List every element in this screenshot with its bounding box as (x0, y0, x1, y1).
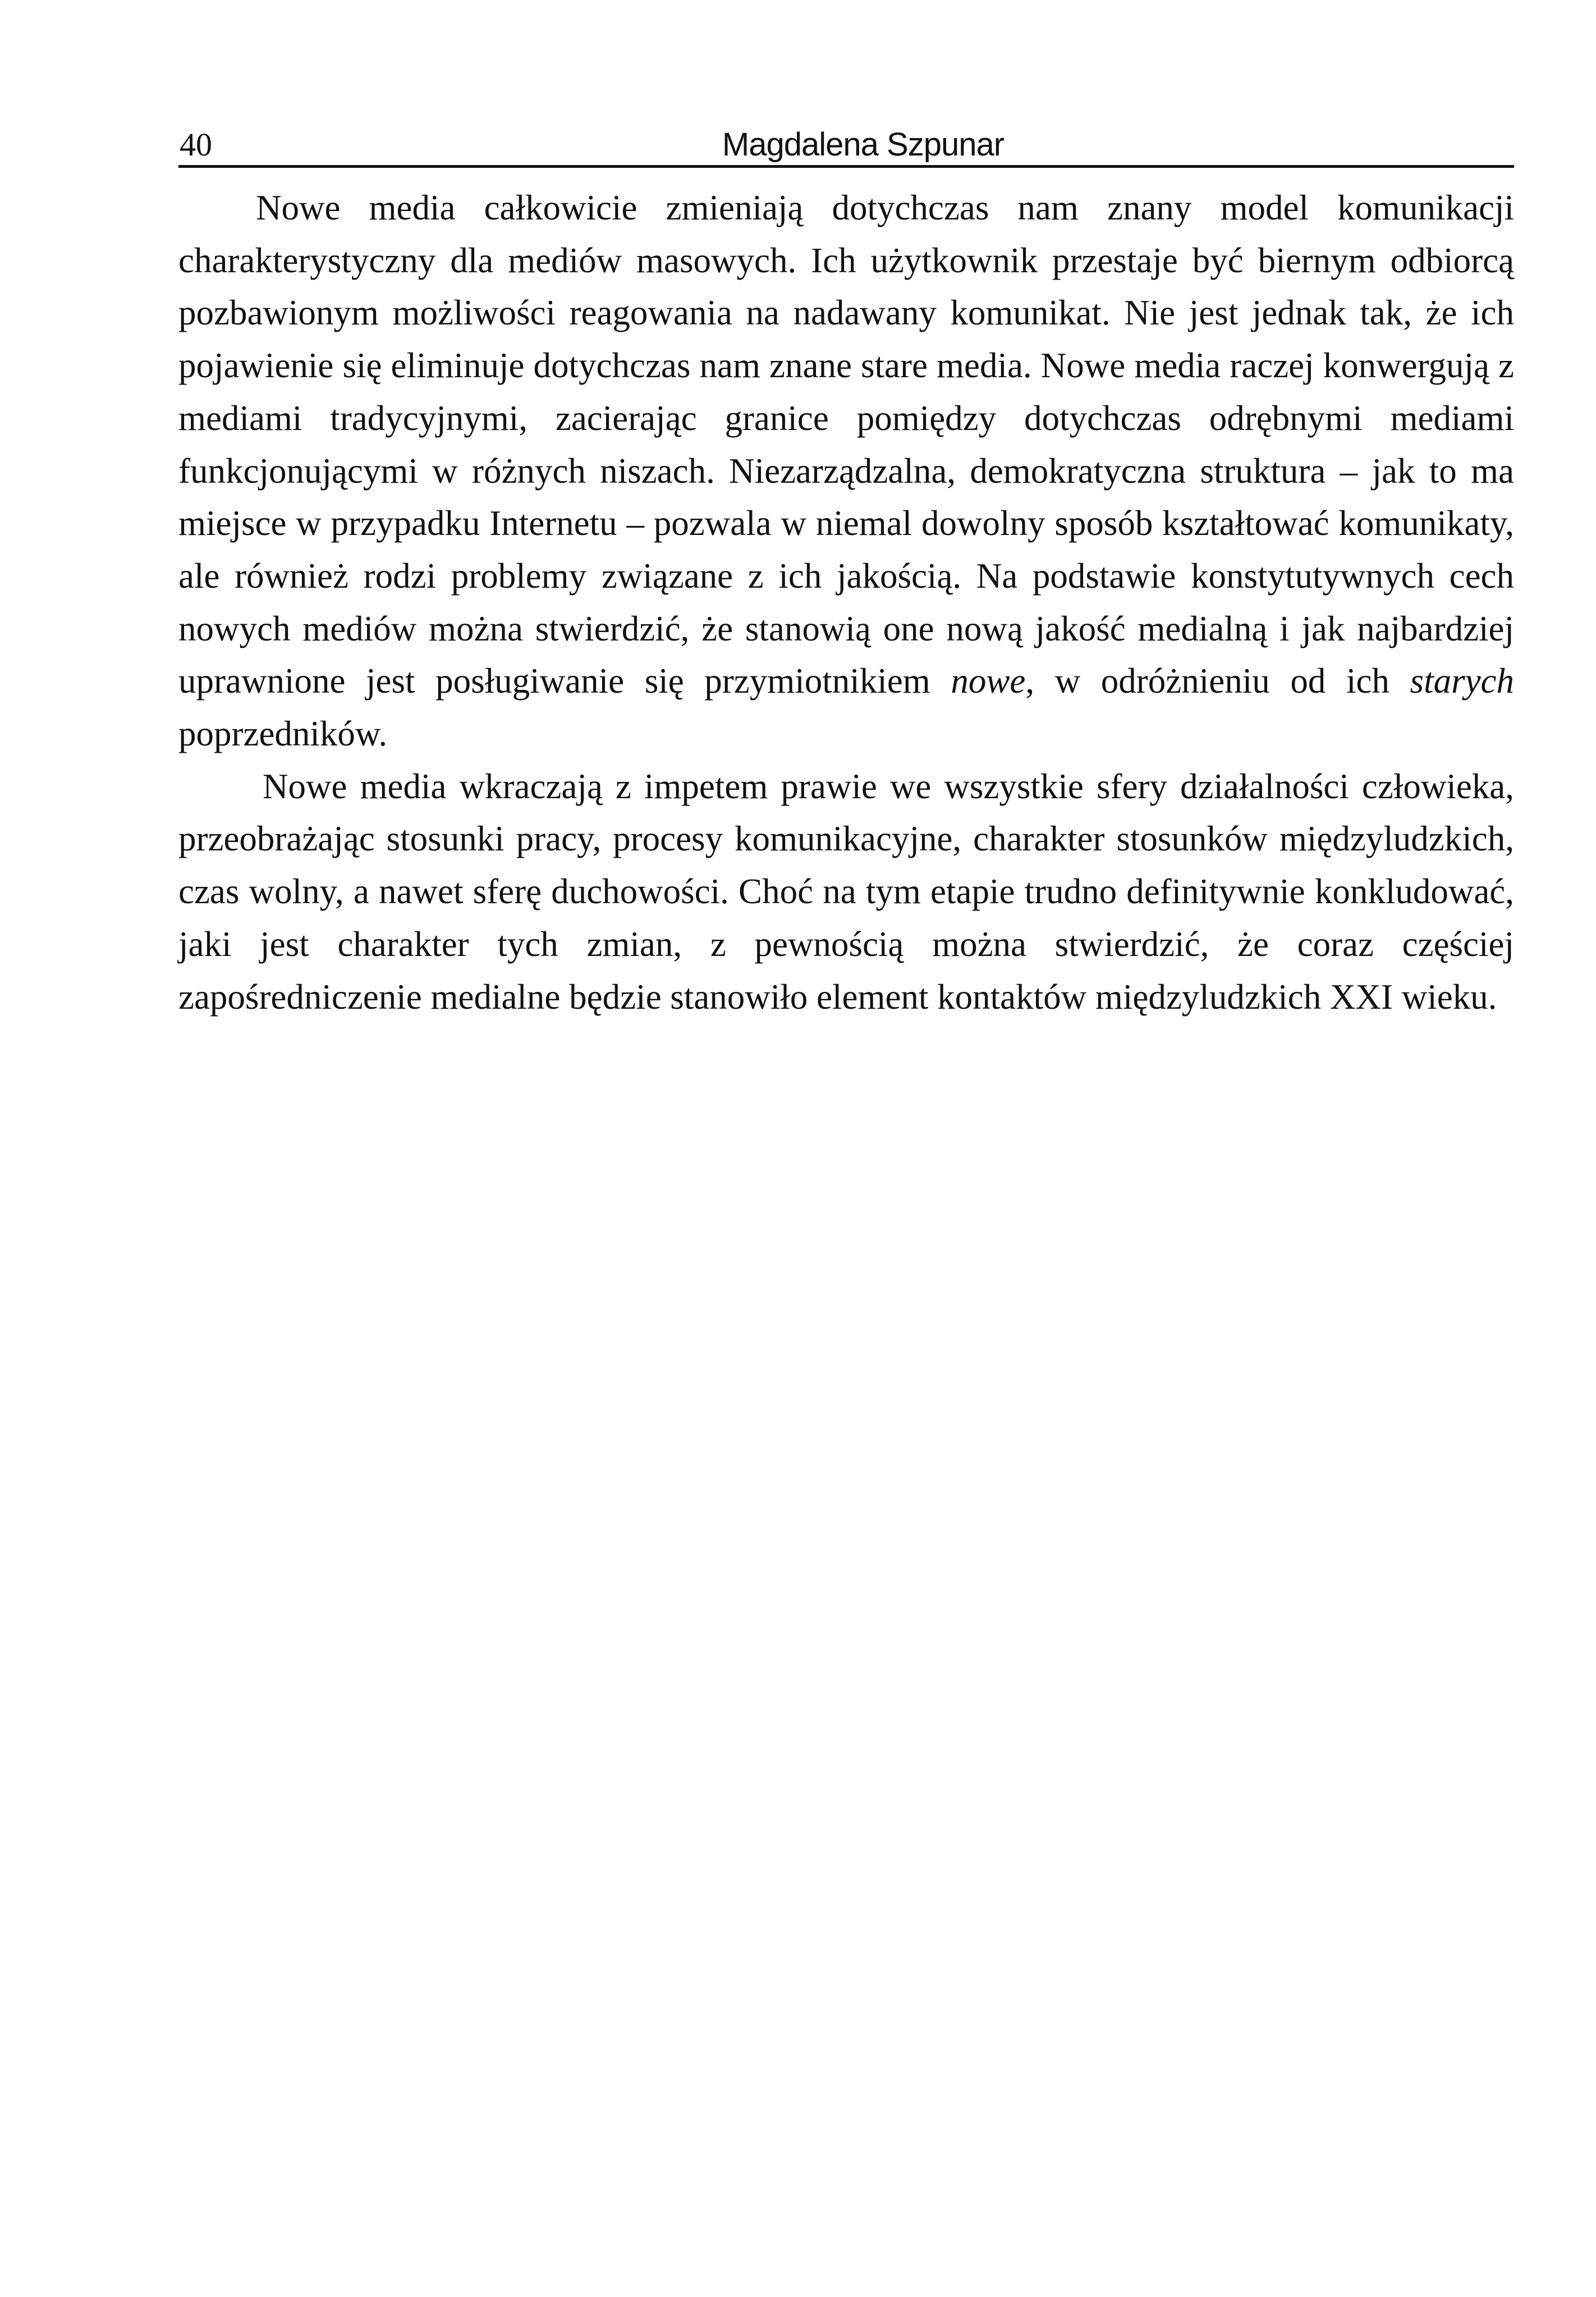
text-segment: Nowe media całkowicie zmieniają dotychczas nam znany model komunikacji charakterystyczny dla mediów masowych. Ich użytkownik przestaje być biernym odbiorcą pozbawionym możliwości reagowania na nadawany komunikat. Nie jest jednak tak, że ich pojawienie się eliminuje dotychczas nam znane stare media. Nowe media raczej konwergują z mediami tradycyjnymi, zacierając granice pomiędzy dotychczas odrębnymi mediami funkcjonującymi w różnych niszach. Niezarządzalna, demokratyczna struktura – jak to ma miejsce w przypadku Internetu – pozwala w niemal dowolny sposób kształtować komunikaty, ale również rodzi problemy związane z ich jakością. Na podstawie konstytutywnych cech nowych mediów można stwierdzić, że stanowią one nową jakość medialną i jak najbardziej uprawnione jest posługiwanie się przymiotnikiem (178, 188, 1514, 701)
paragraph-1 (178, 182, 1514, 761)
body-text (178, 182, 1514, 1023)
text-segment: Nowe media wkraczają z impetem prawie we wszystkie sfery działalności człowieka, przeobrażając stosunki pracy, procesy komunikacyjne, charakter stosunków międzyludzkich, czas wolny, a nawet sferę duchowości. Choć na tym etapie trudno definitywnie konkludować, jaki jest charakter tych zmian, z pewnością można stwierdzić, że coraz częściej zapośredniczenie medialne będzie stanowiło element kontaktów międzyludzkich XXI wieku. (178, 766, 1514, 1017)
paragraph-2 (178, 761, 1514, 1024)
italic-term-nowe: nowe (951, 661, 1026, 701)
text-segment: poprzedników. (178, 714, 388, 754)
header-author: Magdalena Szpunar (722, 126, 1005, 163)
running-header (178, 125, 1514, 168)
page-number: 40 (180, 126, 212, 163)
text-segment: , w odróżnieniu od ich (1025, 661, 1410, 701)
italic-term-starych: starych (1410, 661, 1515, 701)
